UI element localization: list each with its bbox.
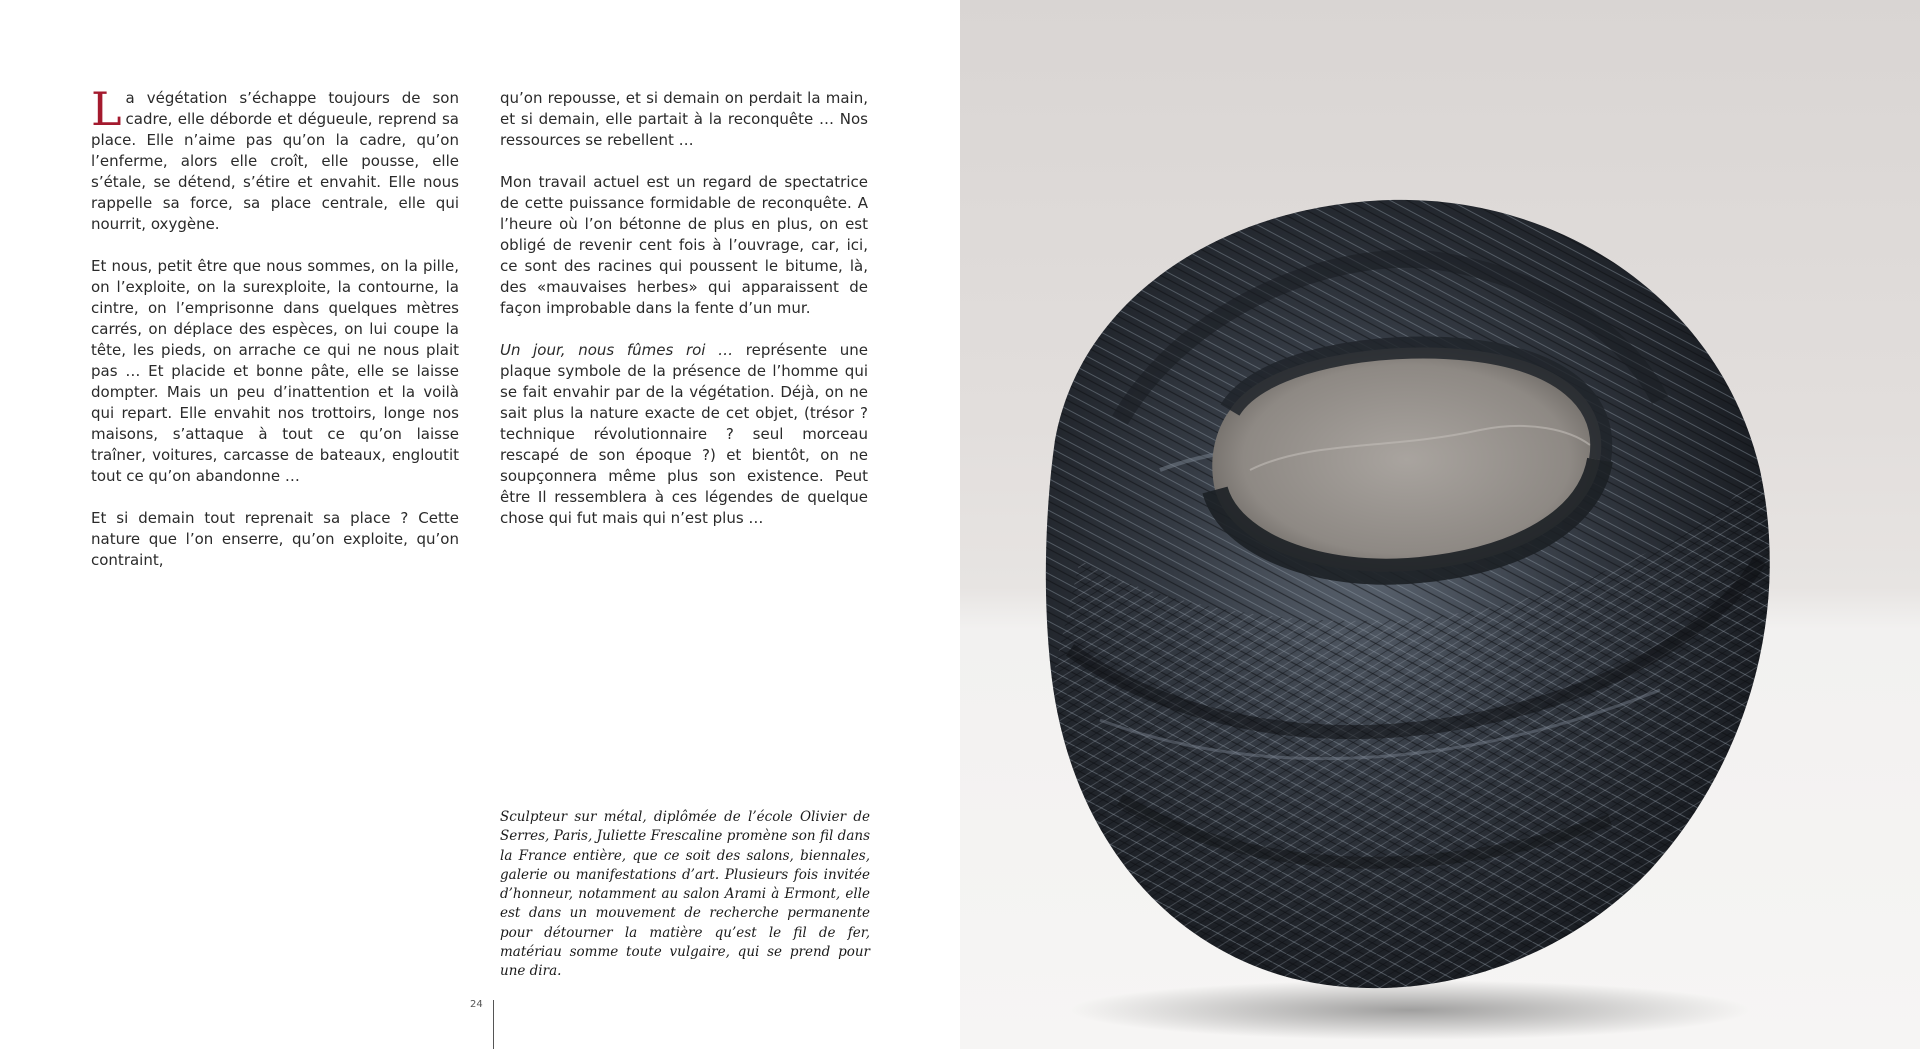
paragraph: Et nous, petit être que nous sommes, on la pille, on l’exploite, on la surexploite, la contourne, la cintre, on l’emprisonne dans quelques mètres carrés, on déplace des espèces, on lui coupe la tête, les pieds, on arrache ce qui ne nous plait pas … Et placide et bonne pâte, elle se laisse dompter. Mais un peu d’inattention et la voilà qui repart. Elle envahit nos trottoirs, longe nos maisons, s’attaque à tout ce qu’on laisse traîner, voitures, carcasse de bateaux, engloutit tout ce qu’on abandonne … — [91, 257, 459, 485]
paragraph — [91, 82, 459, 235]
text-column-right — [500, 88, 868, 550]
sculpture-image — [960, 0, 1920, 1049]
paragraph — [500, 340, 868, 529]
paragraph: qu’on repousse, et si demain on perdait la main, et si demain, elle partait à la reconquête … Nos ressources se rebellent … — [500, 89, 868, 149]
wire-sculpture — [1046, 200, 1770, 988]
artist-bio: Sculpteur sur métal, diplômée de l’école Olivier de Serres, Paris, Juliette Frescaline promène son fil dans la France entière, que ce soit des salons, biennales, galerie ou manifestations d’art. Plusieurs fois invitée d’honneur, notamment au salon Arami à Ermont, elle est dans un mouvement de recherche permanente pour détourner la matière qu’est le fil de fer, matériau somme toute vulgaire, qui se prend pour une dira. — [500, 809, 870, 980]
paragraph: Et si demain tout reprenait sa place ? Cette nature que l’on enserre, qu’on exploite, qu’on contraint, — [91, 509, 459, 569]
paragraph-text: représente une plaque symbole de la présence de l’homme qui se fait envahir par de la végétation. Déjà, on ne sait plus la nature exacte de cet objet, (trésor ? technique révolutionnaire ? seul morceau rescapé de son époque ?) et bientôt, on ne soupçonnera même plus son existence. Peut être Il ressemblera à ces légendes de quelque chose qui fut mais qui n’est plus … — [500, 341, 869, 527]
sculpture-photo — [960, 0, 1920, 1049]
page-number-rule — [493, 1000, 494, 1049]
text-column-left — [91, 82, 459, 592]
drop-cap: L — [91, 82, 122, 136]
page-number: 24 — [470, 999, 483, 1010]
paragraph-text: a végétation s’échappe toujours de son cadre, elle déborde et dégueule, reprend sa place. Elle n’aime pas qu’on la cadre, qu’on l’enferme, alors elle croît, elle pousse, elle s’étale, se détend, s’étire et envahit. Elle nous rappelle sa force, sa place centrale, elle qui nourrit, oxygène. — [91, 89, 459, 233]
shadow — [1070, 980, 1750, 1040]
stone-cavity — [1212, 348, 1601, 572]
artwork-title: Un jour, nous fûmes roi … — [500, 341, 734, 359]
paragraph: Mon travail actuel est un regard de spectatrice de cette puissance formidable de reconquête. A l’heure où l’on bétonne de plus en plus, on est obligé de revenir cent fois à l’ouvrage, car, ici, ce sont des racines qui poussent le bitume, là, des «mauvaises herbes» qui apparaissent de façon improbable dans la fente d’un mur. — [500, 173, 868, 317]
